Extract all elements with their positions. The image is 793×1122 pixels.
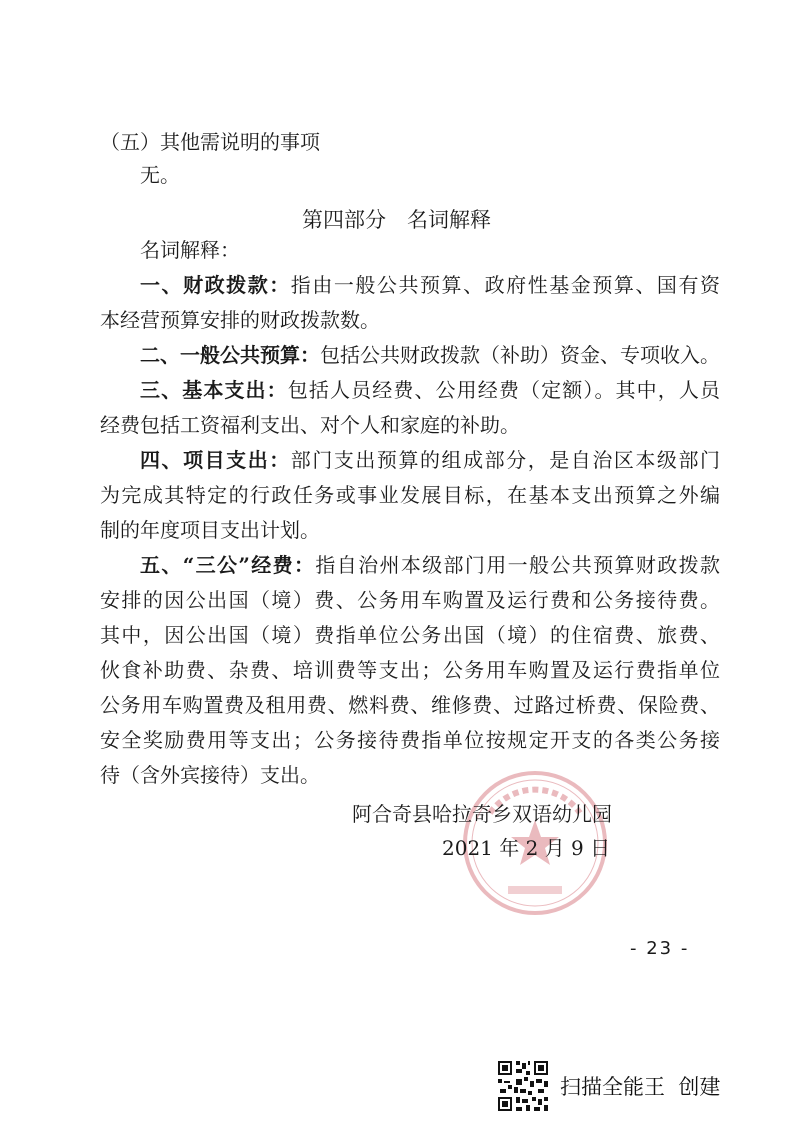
section5-content: 无。 (140, 163, 180, 187)
term1-term: 一、财政拨款： (140, 273, 291, 297)
term2-text1: 包括公共财政拨款（补助）资金、专项收入。 (320, 343, 720, 367)
term5-line2: 安排的因公出国（境）费、公务用车购置及运行费和公务接待费。 (100, 588, 720, 612)
section5-heading: （五）其他需说明的事项 (100, 130, 320, 154)
term1-text1: 指由一般公共预算、政府性基金预算、国有资 (290, 273, 721, 297)
part4-title: 第四部分 名词解释 (302, 208, 491, 232)
term5-line7: 待（含外宾接待）支出。 (100, 763, 320, 787)
term5-line4: 伙食补助费、杂费、培训费等支出；公务用车购置及运行费指单位 (100, 658, 720, 682)
term3-text1: 包括人员经费、公用经费（定额）。其中，人员 (287, 378, 721, 402)
term5-term: 五、“三公”经费： (140, 553, 316, 577)
qr-code-icon (496, 1059, 550, 1113)
scanner-label: 扫描全能王 创建 (560, 1075, 721, 1099)
term5-line3: 其中，因公出国（境）费指单位公务出国（境）的住宿费、旅费、 (100, 623, 720, 647)
term4-line2: 为完成其特定的行政任务或事业发展目标，在基本支出预算之外编 (100, 483, 720, 507)
page-number: - 23 - (630, 938, 690, 959)
term5-text1: 指自治州本级部门用一般公共预算财政拨款 (315, 553, 720, 577)
term2-term: 二、一般公共预算： (140, 343, 320, 367)
term3-line1 (140, 376, 720, 404)
scanner-watermark (496, 1058, 720, 1114)
term3-term: 三、基本支出： (140, 378, 288, 402)
term4-text1: 部门支出预算的组成部分，是自治区本级部门 (290, 448, 721, 472)
term2-line1 (140, 341, 720, 369)
term4-line3: 制的年度项目支出计划。 (100, 518, 320, 542)
term3-line2: 经费包括工资福利支出、对个人和家庭的补助。 (100, 413, 520, 437)
part4-intro: 名词解释： (140, 238, 240, 262)
signature-date: 2021 年 2 月 9 日 (442, 836, 611, 860)
signature-org: 阿合奇县哈拉奇乡双语幼儿园 (352, 802, 612, 826)
term5-line6: 安全奖励费用等支出；公务接待费指单位按规定开支的各类公务接 (100, 728, 720, 752)
term4-line1 (140, 446, 720, 474)
term1-line2: 本经营预算安排的财政拨款数。 (100, 308, 380, 332)
term1-line1 (140, 271, 720, 299)
term4-term: 四、项目支出： (140, 448, 291, 472)
term5-line1 (140, 551, 720, 579)
term5-line5: 公务用车购置费及租用费、燃料费、维修费、过路过桥费、保险费、 (100, 693, 720, 717)
